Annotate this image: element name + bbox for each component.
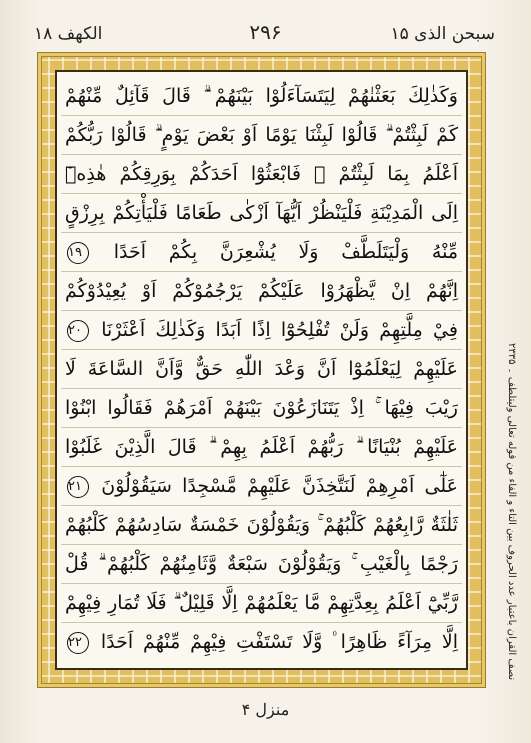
margin-note: نصف القرآن باعتبار عدد الحروف بين التاء و الفاء من قوله تعالى وليتلطف ۔ ۲۳۳۵	[506, 342, 517, 680]
text-line-2: كَمْ لَبِثْتُمْ ۗ قَالُوْا لَبِثْنَا يَوْمًا اَوْ بَعْضَ يَوْمٍ ۗ قَالُوْا رَبُّكُمْ	[61, 115, 462, 155]
page-number: ۲۹۶	[249, 20, 282, 44]
quran-text-lines	[61, 76, 462, 664]
text-line-11-text: عَلٰٓى اَمْرِهِمْ لَنَتَّخِذَنَّ عَلَيْهِمْ مَّسْجِدًا سَيَقُوْلُوْنَ	[101, 475, 458, 497]
text-line-11	[61, 466, 462, 506]
juz-name: سبحن الذی ۱۵	[390, 24, 495, 44]
text-line-15-text: اِلَّا مِرَآءً ظَاهِرًا ۠ وَّلَا تَسْتَفْتِ فِيْهِمْ مِّنْهُمْ اَحَدًا	[100, 631, 458, 653]
text-line-6: اِنَّهُمْ اِنْ يَّظْهَرُوْا عَلَيْكُمْ يَرْجُمُوْكُمْ اَوْ يُعِيْدُوْكُمْ	[61, 271, 462, 311]
text-line-15	[61, 622, 462, 662]
ayah-marker-19: ۱۹	[67, 242, 89, 264]
text-line-5-text: مِّنْهُ وَلْيَتَلَطَّفْ وَلَا يُشْعِرَنَّ بِكُمْ اَحَدًا	[113, 241, 458, 263]
surah-name: الکھف ۱۸	[34, 24, 103, 44]
text-line-13: رَجْمًا بِالْغَيْبِ ۚ وَيَقُوْلُوْنَ سَبْعَةٌ وَّثَامِنُهُمْ كَلْبُهُمْ ۗ قُلْ	[61, 544, 462, 584]
text-line-3: اَعْلَمُ بِمَا لَبِثْتُمْ ۗ فَابْعَثُوْٓا اَحَدَكُمْ بِوَرِقِكُمْ هٰذِهٖٓ	[61, 154, 462, 194]
manzil-footer: منزل ۴	[241, 700, 290, 719]
text-line-4: اِلَى الْمَدِيْنَةِ فَلْيَنْظُرْ اَيُّهَآ اَزْكٰى طَعَامًا فَلْيَأْتِكُمْ بِرِزْقٍ	[61, 193, 462, 233]
text-line-9: رَيْبَ فِيْهَا ۚ اِذْ يَتَنَازَعُوْنَ بَيْنَهُمْ اَمْرَهُمْ فَقَالُوا ابْنُوْا	[61, 388, 462, 428]
text-line-8: عَلَيْهِمْ لِيَعْلَمُوْٓا اَنَّ وَعْدَ اللّٰهِ حَقٌّ وَّاَنَّ السَّاعَةَ لَا	[61, 349, 462, 389]
text-line-10: عَلَيْهِمْ بُنْيَانًا ۗ رَبُّهُمْ اَعْلَمُ بِهِمْ ۗ قَالَ الَّذِيْنَ غَلَبُوْا	[61, 427, 462, 467]
text-line-14: رَّبِّيْٓ اَعْلَمُ بِعِدَّتِهِمْ مَّا يَعْلَمُهُمْ اِلَّا قَلِيْلٌ ۗ فَلَا تُمَارِ فِيْهِمْ	[61, 583, 462, 623]
text-line-7-text: فِيْ مِلَّتِهِمْ وَلَنْ تُفْلِحُوْٓا اِذًا اَبَدًا وَكَذٰلِكَ اَعْثَرْنَا	[101, 319, 458, 341]
text-line-1: وَكَذٰلِكَ بَعَثْنٰهُمْ لِيَتَسَآءَلُوْا بَيْنَهُمْ ۗ قَالَ قَآئِلٌ مِّنْهُمْ	[61, 76, 462, 116]
text-line-12: ثَلٰثَةٌ رَّابِعُهُمْ كَلْبُهُمْ ۚ وَيَقُوْلُوْنَ خَمْسَةٌ سَادِسُهُمْ كَلْبُهُمْ	[61, 505, 462, 545]
text-line-5	[61, 232, 462, 272]
ayah-marker-22: ۲۲	[67, 632, 89, 654]
ayah-marker-21: ۲۱	[67, 476, 89, 498]
text-line-7	[61, 310, 462, 350]
ayah-marker-20: ۲۰	[67, 320, 89, 342]
